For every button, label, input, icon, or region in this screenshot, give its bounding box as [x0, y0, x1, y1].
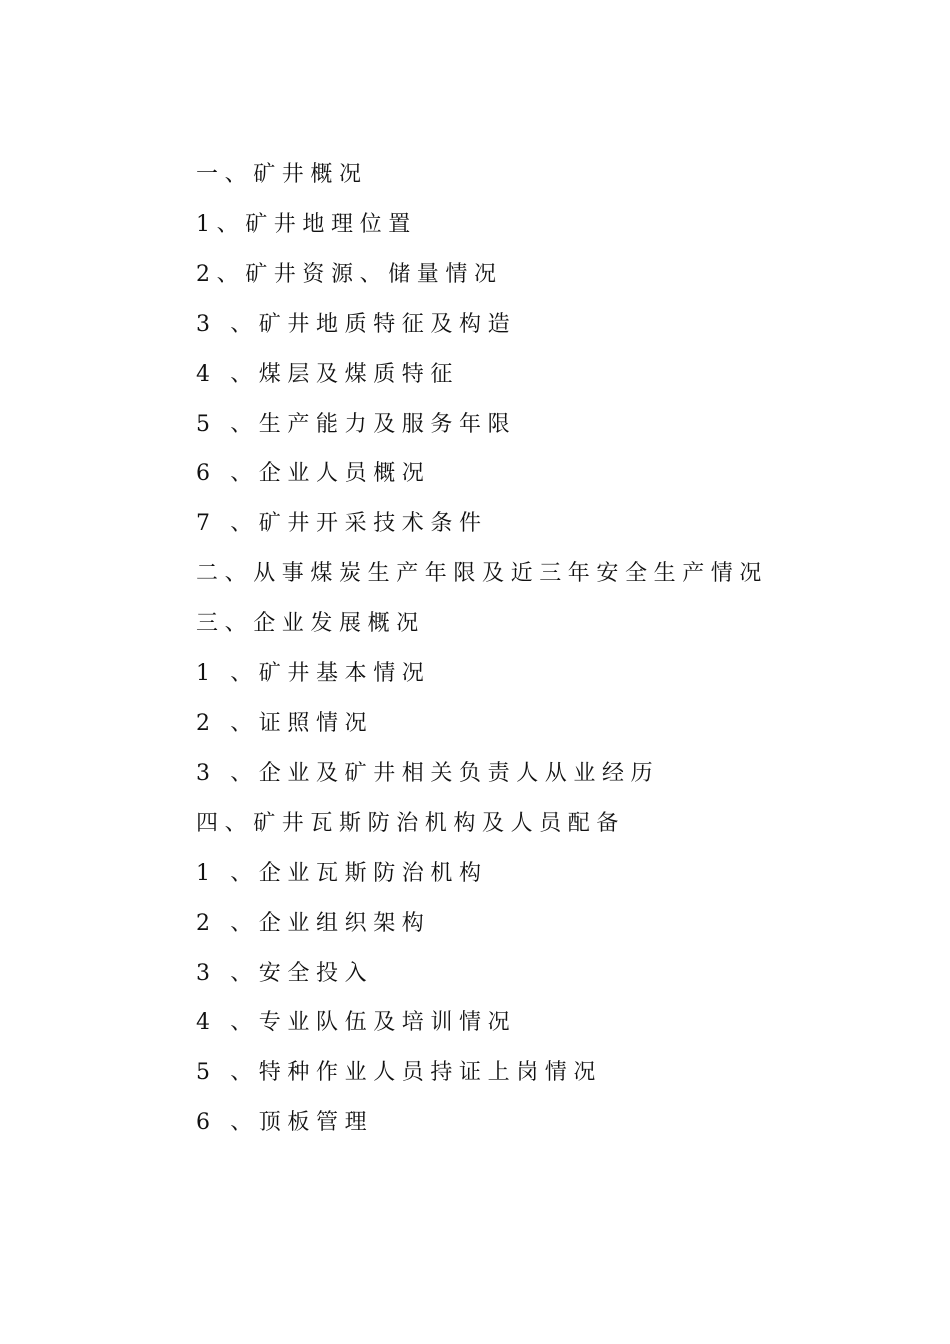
section-heading-1: 一、矿井概况	[196, 162, 368, 187]
subsection-item: 2、矿井资源、储量情况	[196, 261, 503, 287]
section-heading-3: 三、企业发展概况	[196, 611, 425, 637]
subsection-item: 3 、矿井地质特征及构造	[196, 311, 517, 337]
subsection-item: 5 、特种作业人员持证上岗情况	[196, 1060, 602, 1086]
subsection-item: 5 、生产能力及服务年限	[196, 411, 517, 437]
section-heading-4: 四、矿井瓦斯防治机构及人员配备	[196, 810, 626, 836]
subsection-item: 4 、煤层及煤质特征	[196, 361, 459, 387]
subsection-item: 4 、专业队伍及培训情况	[196, 1010, 517, 1036]
subsection-item: 2 、企业组织架构	[196, 910, 431, 936]
subsection-item: 6 、企业人员概况	[196, 461, 431, 487]
subsection-item: 2 、证照情况	[196, 710, 374, 736]
subsection-item: 3 、企业及矿井相关负责人从业经历	[196, 760, 660, 786]
subsection-item: 7 、矿井开采技术条件	[196, 511, 488, 537]
section-heading-2: 二、从事煤炭生产年限及近三年安全生产情况	[196, 561, 769, 587]
subsection-item: 6 、顶板管理	[196, 1110, 374, 1136]
subsection-item: 3 、安全投入	[196, 960, 374, 986]
subsection-item: 1 、矿井基本情况	[196, 661, 431, 687]
table-of-contents	[152, 150, 797, 1148]
subsection-item: 1 、企业瓦斯防治机构	[196, 860, 488, 886]
subsection-item: 1、矿井地理位置	[196, 211, 417, 237]
